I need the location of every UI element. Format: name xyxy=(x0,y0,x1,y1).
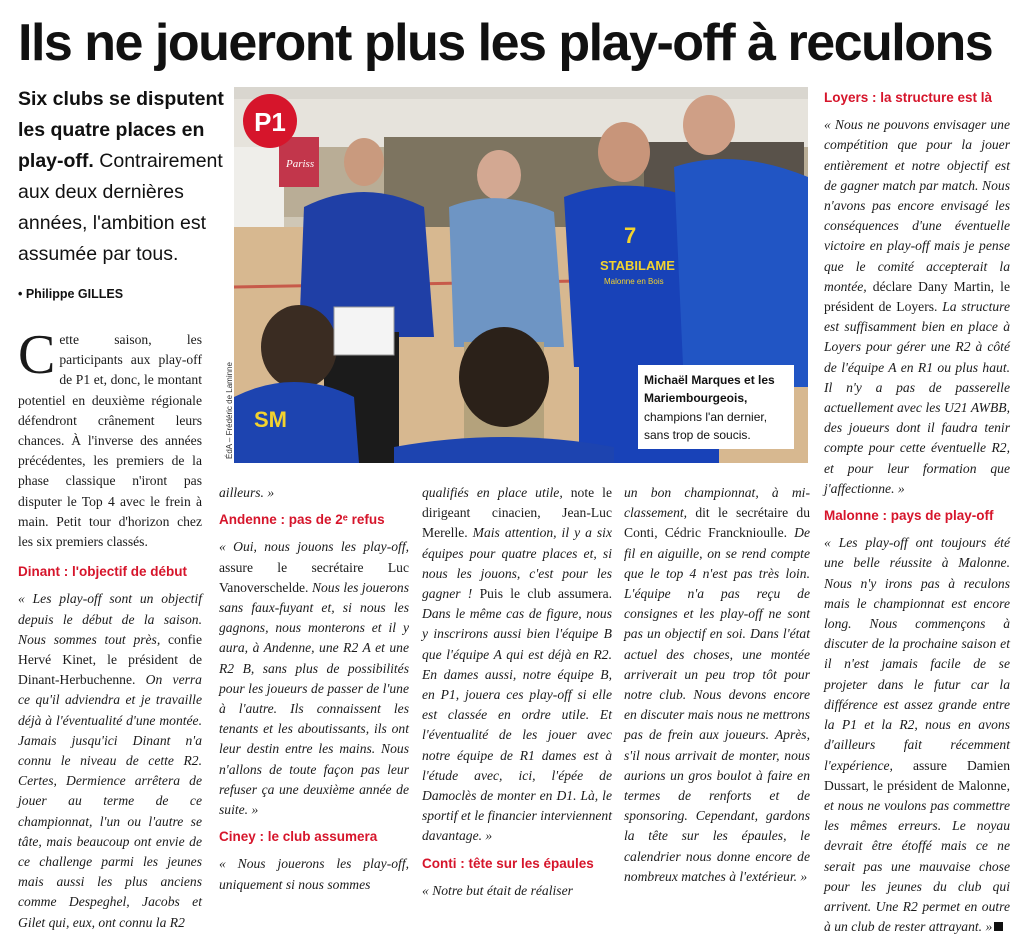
drop-cap: C xyxy=(18,324,56,386)
quote: On verra ce qu'il adviendra et je travaille déjà à l'éventualité d'une montée. Jamais jusqu'ici Dinant n'a connu le niveau de cette R2. Certes, Dermience arrêtera de jouer au terme de ce championnat, l'un ou l'autre se tâte, mais beaucoup ont envie de ce challenge parmi les jeunes mais aussi les plus anciens comme Despeghel, Jacobs et Gilet qui, eux, ont connu la R2 xyxy=(18,672,202,930)
subhead-andenne: Andenne : pas de 2ᵉ refus xyxy=(219,512,385,528)
caption-line-3: champions l'an dernier, xyxy=(644,410,768,424)
intro-text: ette saison, les participants aux play-off de P1 et, donc, le montant potentiel en deuxième régionale défendront crânement leurs chances. À l'inverse des années précédentes, les premiers de la phase classique n'iront pas disputer le Top 4 avec le frein à main. Petit tour d'horizon chez les six premiers classés. xyxy=(18,332,202,550)
quote: « Les play-off sont un objectif depuis le début de la saison. Nous sommes tout près, xyxy=(18,591,202,647)
loyers-paragraph xyxy=(824,115,1010,499)
column-1 xyxy=(18,324,202,933)
attribution: note le dirigeant cinacien, Jean-Luc Merelle. xyxy=(422,485,612,541)
andenne-paragraph xyxy=(219,537,409,820)
caption-line-2: Mariembourgeois, xyxy=(644,391,748,405)
attribution: assure le secrétaire Luc Vanoverschelde. xyxy=(219,559,409,595)
lead-rest: Contrairement aux deux dernières années, l'ambition est assumée par tous. xyxy=(18,150,223,265)
quote: Nous les jouerons sans faux-fuyant et, si nous les gagnons, nous monterons et il y aura, à Andenne, une R2 A et une R2 B, sans plus de possibilités pour les joueurs de passer de l'une à l'autre. Ils connaissent les tenants et les aboutissants, ils ont leur destin entre les mains. Nous n'allons de toute façon pas leur refuser ça une deuxième année de suite. » xyxy=(219,579,410,818)
column-2 xyxy=(219,483,409,895)
column-4 xyxy=(624,483,810,887)
attribution: dit le secrétaire du Conti, Cédric Francknioulle. xyxy=(624,505,810,541)
article-photo xyxy=(225,87,808,463)
quote: et nous ne voulons pas commettre les mêmes erreurs. Le noyau devrait être étoffé mais ce ne serait pas une mauvaise chose pour les jeunes du club qui arrivent. Une R2 permet en outre à un club de rester attrayant. » xyxy=(824,797,1010,935)
quote: De fil en aiguille, on se rend compte que le top 4 n'est pas très loin. L'équipe n'a pas reçu de consignes et les play-off ne sont pas un objectif en soi. Dans l'état actuel des choses, une montée arriverait un peu trop tôt pour notre club. Nous devons encore en discuter mais nous ne mettrons pas de frein aux joueurs. Après, s'il nous arrivait de monter, nous aurions un gros boulot à faire en termes de renforts et de sponsoring. Cependant, gardons la tête sur les épaules, le calendrier nous donne encore de nombreux matches à l'extérieur. » xyxy=(624,525,810,884)
caption-line-4: sans trop de soucis. xyxy=(644,428,751,442)
subhead-loyers: Loyers : la structure est là xyxy=(824,90,993,105)
caption-line-1: Michaël Marques et les xyxy=(644,373,775,387)
attribution: assure Damien Dussart, le président de Malonne, xyxy=(824,757,1010,793)
quote: un bon championnat, à mi-classement, xyxy=(624,485,810,521)
jersey-number: 7 xyxy=(624,223,637,248)
subhead-conti: Conti : tête sur les épaules xyxy=(422,855,594,871)
lead-bold: Six clubs se disputent les quatre places en play-off. xyxy=(18,88,224,172)
andenne-lead-in: ailleurs. » xyxy=(219,485,275,500)
attribution: déclare Dany Martin, le président de Loyers. xyxy=(824,278,1010,315)
end-mark-icon xyxy=(994,922,1003,931)
attribution: confie Hervé Kinet, le président de Dinant-Herbuchenne. xyxy=(18,631,202,688)
byline: • Philippe GILLES xyxy=(18,287,124,301)
quote: Mais attention, il y a six équipes pour quatre places et, si nous les jouons, c'est pour les gagner ! xyxy=(422,525,612,602)
conti-paragraph-cont xyxy=(624,483,810,887)
jersey-partial-text: SM xyxy=(254,407,287,432)
column-5 xyxy=(824,88,1010,937)
quote: qualifiés en place utile, xyxy=(422,485,563,500)
intro-paragraph xyxy=(18,324,202,552)
quote: La structure est suffisamment bien en place à Loyers pour gérer une R2 à côté de l'équipe A en R1 ou plus haut. Il n'y a pas de passerelle actuellement avec les U21 AWBB, des joueurs dont il faudra tenir compte pour cette éventuelle R2, et pour leur formation que j'affectionne. » xyxy=(824,299,1010,496)
subhead-dinant: Dinant : l'objectif de début xyxy=(18,564,187,580)
ciney-paragraph: « Nous jouerons les play-off, uniquement si nous sommes xyxy=(219,856,409,892)
attribution: Puis le club assumera. xyxy=(472,586,612,602)
column-3 xyxy=(422,483,612,901)
p1-badge: P1 xyxy=(254,107,286,137)
lead-paragraph xyxy=(18,84,228,270)
quote: Dans le même cas de figure, nous y inscrirons aussi bien l'équipe B que l'équipe A qui est déjà en R2. En dames aussi, notre équipe B, en P1, jouera ces play-off si elle est classée en ordre utile. Et l'éventualité de les jouer avec notre équipe de R1 dames est à l'étude avec, ici, l'épée de Damoclès de monter en D1. Là, le sportif et le financier interviennent davantage. » xyxy=(422,606,612,844)
malonne-paragraph xyxy=(824,533,1010,937)
jersey-sponsor-text: STABILAME xyxy=(600,258,675,273)
headline: Ils ne joueront plus les play-off à reculons xyxy=(18,14,993,72)
jersey-sponsor-subtext: Malonne en Bois xyxy=(604,277,664,286)
photo-credit: ÉdA – Frédéric de Laminne xyxy=(225,362,234,459)
quote: « Oui, nous jouons les play-off, xyxy=(219,539,409,555)
conti-paragraph: « Notre but était de réaliser xyxy=(422,882,573,898)
quote: « Les play-off ont toujours été une belle réussite à Malonne. Nous n'y irons pas à reculons mais le championnat est encore long. Nous commençons à discuter de la prochaine saison et il n'est jamais facile de se projeter dans le futur car la différence est assez grande entre la P1 et la R2, nous en avons d'ailleurs fait récemment l'expérience, xyxy=(824,535,1010,773)
banner-text: Pariss xyxy=(286,158,315,170)
subhead-malonne: Malonne : pays de play-off xyxy=(824,508,994,524)
quote: « Nous ne pouvons envisager une compétition que pour la jouer entièrement et notre objectif est de gagner match par match. Nous n'avons pas encore envisagé les conséquences d'une éventuelle victoire en play-off mais je pense que le comité accepterait la montée, xyxy=(824,117,1010,294)
dinant-paragraph xyxy=(18,589,202,932)
subhead-ciney: Ciney : le club assumera xyxy=(219,829,378,845)
ciney-paragraph-cont xyxy=(422,483,612,847)
